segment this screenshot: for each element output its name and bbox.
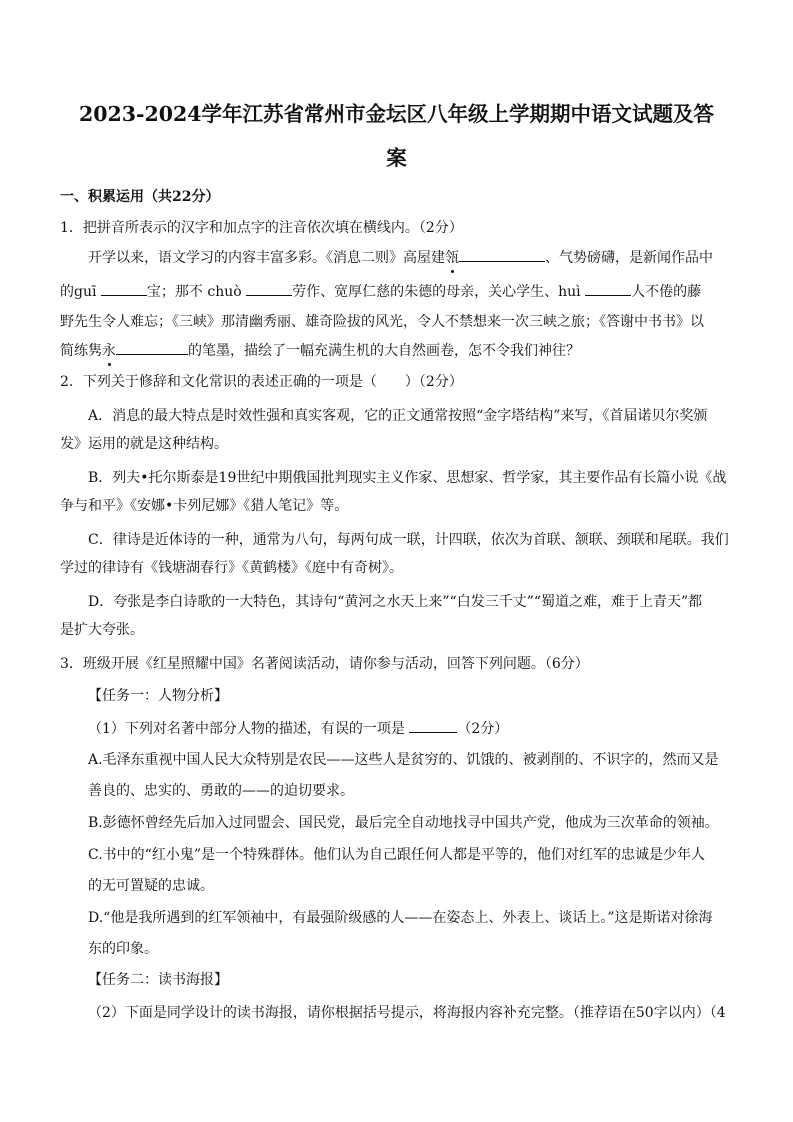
q3-option-d-line-1: D.“他是我所遇到的红军领袖中，有最强阶级感的人——在姿态上、外表上、谈话上。”这是斯诺对徐海 — [88, 910, 713, 926]
q1-p4-text-b: 的笔墨，描绘了一幅充满生机的大自然画卷，怎不令我们神往？ — [188, 343, 580, 359]
q2-option-c-line-2: 学过的律诗有《钱塘湖春行》《黄鹤楼》《庭中有奇树》。 — [60, 560, 403, 576]
q3-stem: 3．班级开展《红星照耀中国》名著阅读活动，请你参与活动，回答下列问题。（6分） — [60, 656, 589, 672]
q3-sub1-text: （1）下列对名著中部分人物的描述，有误的一项是 — [88, 721, 410, 737]
answer-blank-1[interactable] — [459, 246, 545, 262]
answer-blank-5[interactable] — [116, 339, 188, 355]
q1-passage-line-4 — [60, 339, 580, 361]
dotted-char: 瓴 — [445, 250, 459, 266]
q1-passage-line-1 — [88, 246, 713, 268]
q3-sub1-score: （2分） — [457, 721, 509, 737]
q1-p4-text-a: 简练隽 — [60, 343, 102, 359]
q1-p2-text-b: 宝；那不 chuò — [146, 284, 247, 300]
q1-p2-text-a: 的guī — [60, 284, 101, 300]
q1-passage-line-3: 野先生令人难忘；《三峡》那清幽秀丽、雄奇险拔的风光，令人不禁想来一次三峡之旅；《答谢中书书》以 — [60, 314, 704, 330]
q1-p1-text-b: 、气势磅礴，是新闻作品中 — [545, 250, 713, 266]
q2-option-d-line-1: D．夸张是李白诗歌的一大特色，其诗句“黄河之水天上来”“白发三千丈”“蜀道之难，难于上青天”都 — [88, 594, 703, 610]
q3-sub-question-1 — [88, 717, 508, 739]
answer-blank-3[interactable] — [246, 280, 292, 296]
q3-option-c-line-1: C.书中的“红小鬼”是一个特殊群体。他们认为自己跟任何人都是平等的，他们对红军的忠诚是少年人 — [88, 847, 705, 863]
q2-option-b-line-2: 争与和平》《安娜•卡列尼娜》《猎人笔记》等。 — [60, 498, 349, 514]
answer-blank-2[interactable] — [101, 280, 147, 296]
q3-task-1-heading: 【任务一：人物分析】 — [88, 688, 228, 704]
q1-p1-text-a: 开学以来，语文学习的内容丰富多彩。《消息二则》高屋建 — [88, 250, 445, 266]
q3-option-c-line-2: 的无可置疑的忠诚。 — [88, 878, 214, 894]
answer-blank-6[interactable] — [409, 717, 457, 733]
q2-option-a-line-1: A．消息的最大特点是时效性强和真实客观，它的正文通常按照“金字塔结构”来写，《首届诺贝尔奖颁 — [88, 408, 708, 424]
q1-p2-text-c: 劳作、宽厚仁慈的朱德的母亲，关心学生、huì — [292, 284, 586, 300]
q3-option-b-line-1: B.彭德怀曾经先后加入过同盟会、国民党，最后完全自动地找寻中国共产党，他成为三次革命的领袖。 — [88, 815, 719, 831]
dotted-char: 永 — [102, 343, 116, 359]
q2-option-a-line-2: 发》运用的就是这种结构。 — [60, 436, 228, 452]
q2-option-c-line-1: C．律诗是近体诗的一种，通常为八句，每两句成一联，计四联，依次为首联、颔联、颈联和尾联。我们 — [88, 532, 729, 548]
q3-option-d-line-2: 东的印象。 — [88, 941, 158, 957]
document-title — [60, 92, 733, 180]
answer-blank-4[interactable] — [585, 280, 631, 296]
q1-stem: 1．把拼音所表示的汉字和加点字的注音依次填在横线内。（2分） — [60, 220, 463, 236]
q2-stem: 2．下列关于修辞和文化常识的表述正确的一项是（ ）（2分） — [60, 374, 463, 390]
q3-sub-question-2: （2）下面是同学设计的读书海报，请你根据括号提示，将海报内容补充完整。（推荐语在50字以内）（4 — [88, 1005, 726, 1021]
section-heading: 一、积累运用（共22分） — [60, 189, 220, 205]
q1-p2-text-d: 人不倦的藤 — [631, 284, 702, 300]
q2-option-b-line-1: B．列夫•托尔斯泰是19世纪中期俄国批判现实主义作家、思想家、哲学家，其主要作品有长篇小说《战 — [88, 470, 727, 486]
q3-option-a-line-2: 善良的、忠实的、勇敢的——的迫切要求。 — [88, 783, 354, 799]
q3-option-a-line-1: A.毛泽东重视中国人民大众特别是农民——这些人是贫穷的、饥饿的、被剥削的、不识字的，然而又是 — [88, 752, 719, 768]
q2-option-d-line-2: 是扩大夸张。 — [60, 622, 144, 638]
q1-passage-line-2 — [60, 280, 701, 302]
q3-task-2-heading: 【任务二：读书海报】 — [88, 972, 228, 988]
title-line-2: 案 — [386, 146, 407, 170]
title-line-1: 2023-2024学年江苏省常州市金坛区八年级上学期期中语文试题及答 — [78, 102, 715, 126]
